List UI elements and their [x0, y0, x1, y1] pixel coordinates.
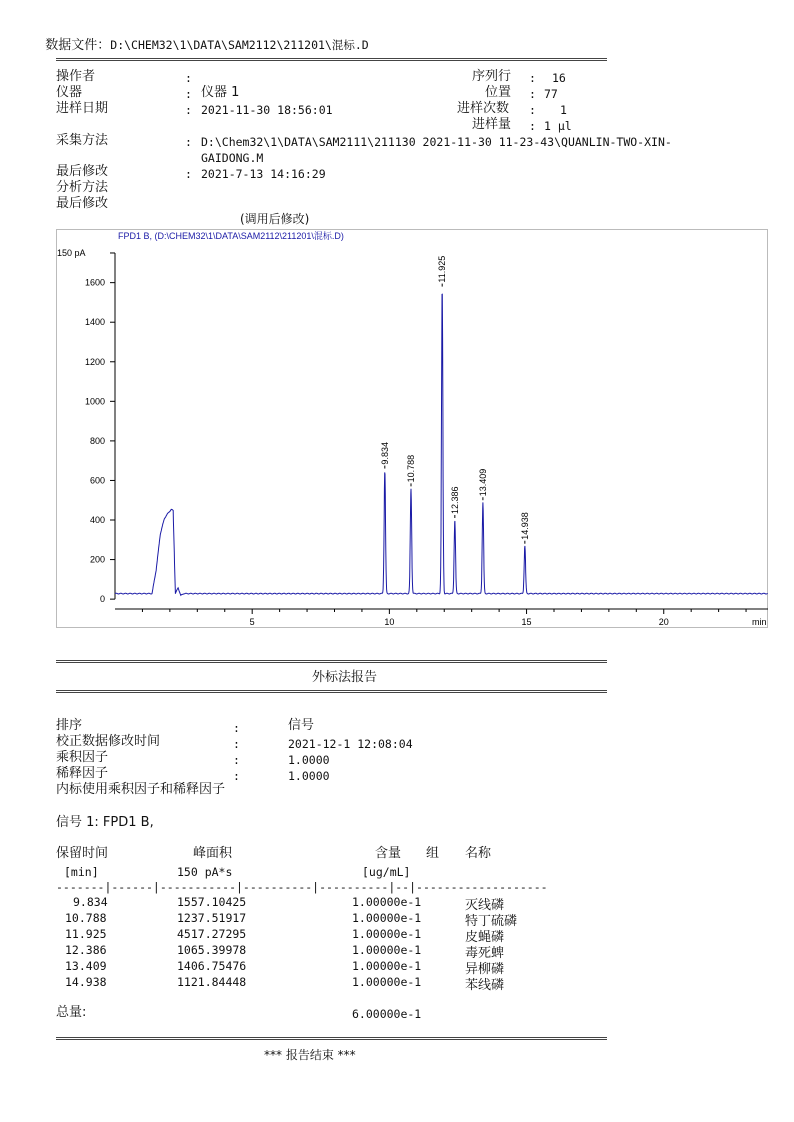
- cell-area: 4517.27295: [177, 927, 247, 941]
- x-tick-label: 5: [249, 617, 255, 627]
- y-tick-label: 200: [89, 554, 105, 565]
- cell-amount: 1.00000e-1: [352, 959, 422, 973]
- cell-amount: 1.00000e-1: [352, 943, 422, 957]
- total-label: 总量:: [56, 1005, 87, 1020]
- peak-label: 12.386: [449, 486, 460, 515]
- acq-method-colon: :: [185, 135, 192, 149]
- signal-line: 信号 1: FPD1 B,: [56, 815, 154, 830]
- inj-count-colon: :: [529, 103, 536, 117]
- acq-method-value-2: GAIDONG.M: [201, 151, 264, 165]
- col-header-rt: 保留时间: [56, 846, 109, 861]
- inj-volume-colon: :: [529, 119, 536, 133]
- cell-rt: 14.938: [65, 975, 107, 989]
- sort-label: 排序: [56, 718, 83, 733]
- multiplier-value: 1.0000: [288, 753, 330, 767]
- cell-amount: 1.00000e-1: [352, 895, 422, 909]
- total-value: 6.00000e-1: [352, 1007, 422, 1021]
- calib-time-label: 校正数据修改时间: [56, 734, 161, 749]
- modified-note: (调用后修改): [240, 212, 310, 226]
- peak-label: 13.409: [477, 468, 488, 497]
- operator-label: 操作者: [56, 69, 96, 84]
- cell-name: 苯线磷: [465, 978, 505, 993]
- inject-date-value: 2021-11-30 18:56:01: [201, 103, 333, 117]
- instrument-label: 仪器: [56, 85, 83, 100]
- x-tick-label: 20: [658, 617, 669, 627]
- calib-time-colon: :: [233, 737, 240, 751]
- report-end: *** 报告结束 ***: [264, 1048, 356, 1062]
- operator-colon: :: [185, 71, 192, 85]
- y-tick-label: 1600: [84, 277, 105, 288]
- peak-label: 9.834: [379, 442, 390, 465]
- cell-name: 特丁硫磷: [465, 914, 518, 929]
- inject-date-label: 进样日期: [56, 101, 109, 116]
- cell-area: 1237.51917: [177, 911, 247, 925]
- dilution-value: 1.0000: [288, 769, 330, 783]
- col-header-area: 峰面积: [193, 846, 233, 861]
- end-separator: [56, 1037, 607, 1040]
- chromatogram-trace: [115, 294, 768, 595]
- seq-row-value: 16: [552, 71, 566, 85]
- report-separator-top: [56, 660, 607, 663]
- y-tick-label: 1400: [84, 317, 105, 328]
- inj-count-value: 1: [560, 103, 567, 117]
- cell-name: 灭线磷: [465, 898, 505, 913]
- cell-rt: 11.925: [65, 927, 107, 941]
- data-file-path: D:\CHEM32\1\DATA\SAM2112\211201\混标.D: [110, 38, 369, 52]
- cell-amount: 1.00000e-1: [352, 911, 422, 925]
- seq-row-colon: :: [529, 71, 536, 85]
- cell-area: 1065.39978: [177, 943, 247, 957]
- y-tick-label: 800: [89, 435, 105, 446]
- cell-name: 皮蝇磷: [465, 930, 505, 945]
- cell-rt: 13.409: [65, 959, 107, 973]
- peak-label: 14.938: [519, 512, 530, 540]
- y-tick-label: 600: [89, 475, 105, 486]
- peak-label: 10.788: [405, 454, 416, 483]
- x-tick-label: 15: [521, 617, 532, 627]
- dilution-label: 稀释因子: [56, 766, 109, 781]
- multiplier-colon: :: [233, 753, 240, 767]
- y-tick-label: 1000: [84, 396, 105, 407]
- analysis-method-label: 分析方法: [56, 180, 109, 195]
- cell-rt: 9.834: [73, 895, 108, 909]
- acq-method-label: 采集方法: [56, 133, 109, 148]
- cell-name: 毒死蜱: [465, 946, 505, 961]
- sort-value: 信号: [288, 718, 315, 733]
- cell-amount: 1.00000e-1: [352, 927, 422, 941]
- top-separator: [56, 58, 607, 61]
- cell-rt: 10.788: [65, 911, 107, 925]
- last-modified-label: 最后修改: [56, 164, 109, 179]
- cell-area: 1406.75476: [177, 959, 247, 973]
- last-modified-colon: :: [185, 167, 192, 181]
- position-label: 位置: [485, 85, 512, 100]
- chromatogram: [56, 229, 768, 628]
- calib-time-value: 2021-12-1 12:08:04: [288, 737, 413, 751]
- position-colon: :: [529, 87, 536, 101]
- position-value: 77: [544, 87, 558, 101]
- inj-volume-label: 进样量: [472, 117, 512, 132]
- inj-count-label: 进样次数: [457, 101, 510, 116]
- cell-name: 异柳磷: [465, 962, 505, 977]
- y-tick-label: 0: [99, 594, 105, 605]
- data-file-line: [26, 20, 369, 54]
- cell-amount: 1.00000e-1: [352, 975, 422, 989]
- inj-volume-value: 1 µl: [544, 119, 572, 133]
- multiplier-label: 乘积因子: [56, 750, 109, 765]
- dilution-colon: :: [233, 769, 240, 783]
- report-title: 外标法报告: [312, 670, 378, 685]
- col-unit-rt: [min]: [64, 865, 99, 879]
- peak-label: 11.925: [437, 255, 448, 283]
- data-file-label: 数据文件：: [45, 38, 111, 53]
- col-header-group: 组: [426, 846, 440, 861]
- inject-date-colon: :: [185, 103, 192, 117]
- col-header-amount: 含量: [375, 846, 402, 861]
- seq-row-label: 序列行: [472, 69, 512, 84]
- chart-title: FPD1 B, (D:\CHEM32\1\DATA\SAM2112\211201\混标.D): [118, 231, 344, 241]
- x-tick-label: 10: [384, 617, 395, 627]
- col-header-name: 名称: [465, 846, 492, 861]
- last-modified-value: 2021-7-13 14:16:29: [201, 167, 326, 181]
- cell-area: 1557.10425: [177, 895, 247, 909]
- x-unit-label: min: [752, 617, 767, 627]
- y-tick-label: 1200: [84, 356, 105, 367]
- table-divider: -------|------|-----------|----------|----------|--|-------------------: [56, 880, 548, 894]
- instrument-colon: :: [185, 87, 192, 101]
- col-unit-amount: [ug/mL]: [362, 865, 411, 879]
- instrument-value: 仪器 1: [201, 85, 240, 100]
- y-tick-label: 400: [89, 515, 105, 526]
- report-separator-bottom: [56, 690, 607, 693]
- cell-area: 1121.84448: [177, 975, 247, 989]
- acq-method-value-1: D:\Chem32\1\DATA\SAM2111\211130 2021-11-30 11-23-43\QUANLIN-TWO-XIN-: [201, 135, 672, 149]
- cell-rt: 12.386: [65, 943, 107, 957]
- col-unit-area: 150 pA*s: [177, 865, 233, 879]
- internal-note: 内标使用乘积因子和稀释因子: [56, 782, 226, 797]
- last-modified2-label: 最后修改: [56, 196, 109, 211]
- y-unit-label: 150 pA: [57, 248, 86, 258]
- sort-colon: :: [233, 721, 240, 735]
